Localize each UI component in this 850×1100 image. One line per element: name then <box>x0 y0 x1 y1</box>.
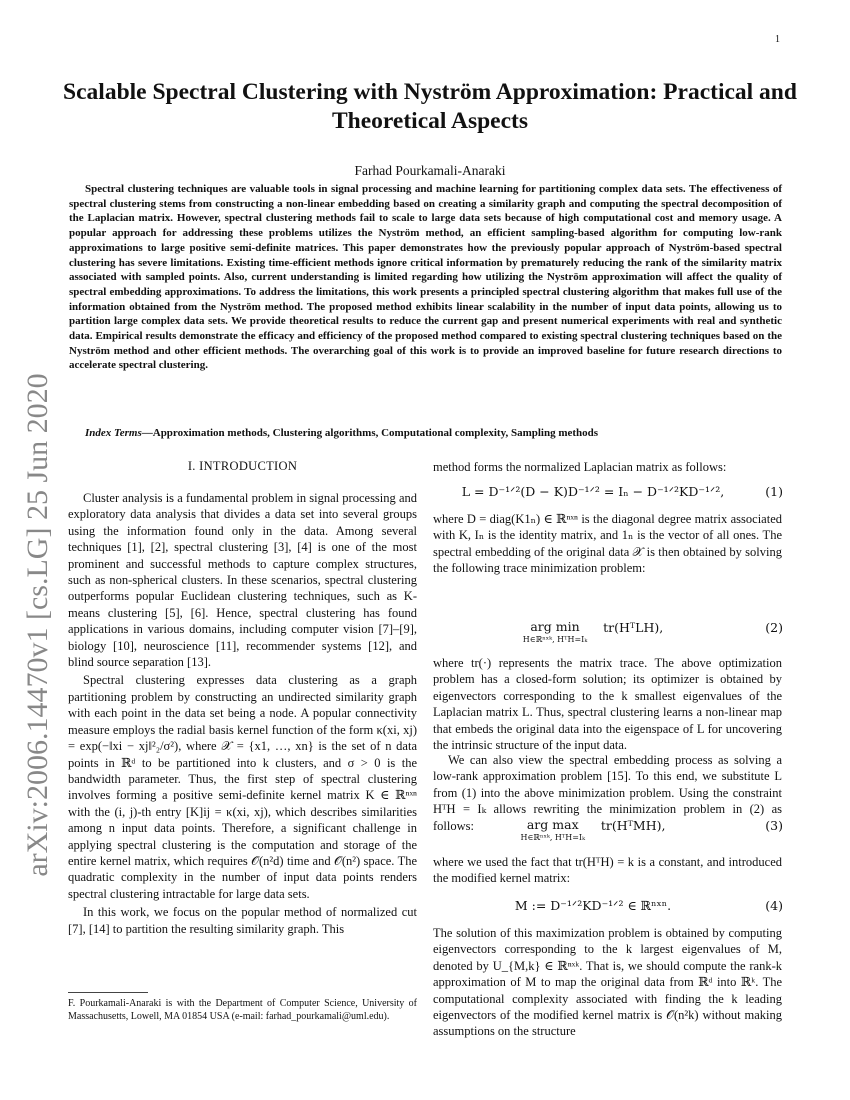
equation-body: L = D⁻¹ᐟ²(D − K)D⁻¹ᐟ² = Iₙ − D⁻¹ᐟ²KD⁻¹ᐟ², <box>461 484 725 499</box>
right-col-p1 <box>433 511 782 577</box>
equation-body: tr(HᵀLH), <box>603 620 664 635</box>
equation-number: (3) <box>765 818 783 833</box>
footnote-rule <box>68 992 148 993</box>
right-col-p5 <box>433 925 782 1040</box>
equation-4 <box>433 898 783 920</box>
equation-body: M := D⁻¹ᐟ²KD⁻¹ᐟ² ∈ ℝⁿˣⁿ. <box>514 898 672 913</box>
paragraph: where tr(·) represents the matrix trace. The above optimization problem has a closed-form solution; its optimizer is obtained by eigenvectors corresponding to the k smallest eigenvalues of the Laplacian matrix L. Thus, spectral clustering learns a non-linear map that embeds the original data into the eigenspace of L for uncovering the intrinsic structure of the input data. <box>433 656 782 753</box>
index-terms-label: Index Terms <box>85 427 142 439</box>
paragraph: Cluster analysis is a fundamental problem in signal processing and exploratory data analysis that divides a data set into several groups using the information found only in the data. Among several techniques [1], [2], spectral clustering [3], [4] is one of the most prominent and successful methods to capture complex structures, such as non-spherical clusters. In these scenarios, spectral clustering outperforms popular Euclidean clustering techniques, such as K-means clustering [5], [6]. Hence, spectral clustering has found applications in various domains, including computer vision [7]–[9], biology [10], neuroscience [11], recommender systems [12], and blind source separation [13]. <box>68 491 417 670</box>
paper-title: Scalable Spectral Clustering with Nyström Approximation: Practical and Theoretical Aspects <box>63 79 797 134</box>
index-terms-text: —Approximation methods, Clustering algorithms, Computational complexity, Sampling methods <box>141 427 599 439</box>
equation-number: (4) <box>765 898 783 913</box>
paragraph: method forms the normalized Laplacian matrix as follows: <box>433 460 727 474</box>
paragraph: In this work, we focus on the popular method of normalized cut [7], [14] to partition the resulting similarity graph. This <box>68 905 417 936</box>
equation-number: (2) <box>765 620 783 635</box>
right-col-p2 <box>433 655 782 753</box>
author: Farhad Pourkamali-Anaraki <box>354 163 506 178</box>
page-number: 1 <box>775 34 780 45</box>
paragraph: Spectral clustering expresses data clustering as a graph partitioning problem by constructing an undirected similarity graph with each point in the data set being a node. A popular connectivity measure employs the radial basis kernel function of the form κ(xi, xj) = exp(−‖xi − xj‖²₂/σ²), where 𝒳 = {x1, …, xn} is the set of n data points in ℝᵈ to be partitioned into k clusters, and σ > 0 is the bandwidth parameter. Thus, the first step of spectral clustering involves forming a positive semi-definite kernel matrix K ∈ ℝⁿˣⁿ with the (i, j)-th entry [K]ij = κ(xi, xj), which describes similarities among n input data points. Therefore, a significant challenge in applying spectral clustering is the computation and storage of the entire kernel matrix, which requires 𝒪(n²d) time and 𝒪(n²) space. The quadratic complexity in the number of input data points renders spectral clustering intractable for large data sets. <box>68 673 417 901</box>
index-terms <box>69 427 782 439</box>
equation-number: (1) <box>765 484 783 499</box>
left-column <box>68 490 417 937</box>
paragraph: The solution of this maximization problem is obtained by computing eigenvectors corresponding to the k largest eigenvalues of M, denoted by U_{M,k} ∈ ℝⁿˣᵏ. That is, we should compute the rank-k approximation of M to map the original data from ℝᵈ into ℝᵏ. The computational complexity associated with finding the k leading eigenvectors of the modified kernel matrix is 𝒪(n²k) without making assumptions on the structure <box>433 926 782 1039</box>
argmax-operator: arg max H∈ℝⁿˣᵏ, HᵀH=Iₖ <box>520 817 585 842</box>
equation-2 <box>433 620 783 652</box>
paragraph: We can also view the spectral embedding process as solving a low-rank approximation problem [15]. To this end, we substitute L from (1) into the above minimization problem. Using the constraint HᵀH = Iₖ allows rewriting the minimization problem in (2) as follows: <box>433 753 782 833</box>
paragraph: where D = diag(K1ₙ) ∈ ℝⁿˣⁿ is the diagonal degree matrix associated with K, Iₙ is the identity matrix, and 1ₙ is the vector of all ones. The spectral embedding of the original data 𝒳 is then obtained by solving the following trace minimization problem: <box>433 512 782 576</box>
section-heading: I. INTRODUCTION <box>187 459 298 473</box>
paragraph: where we used the fact that tr(HᵀH) = k is a constant, and introduced the modified kernel matrix: <box>433 855 782 886</box>
argmin-operator: arg min H∈ℝⁿˣᵏ, HᵀH=Iₖ <box>522 619 588 644</box>
footnote: F. Pourkamali-Anaraki is with the Department of Computer Science, University of Massachusetts, Lowell, MA 01854 USA (e-mail: farhad_pourkamali@uml.edu). <box>68 998 417 1022</box>
equation-body: tr(HᵀMH), <box>600 818 666 833</box>
right-col-p4 <box>433 854 782 887</box>
equation-1 <box>433 484 783 506</box>
right-col-intro <box>433 459 782 475</box>
equation-3 <box>433 818 783 850</box>
abstract: Spectral clustering techniques are valuable tools in signal processing and machine learning for partitioning complex data sets. The effectiveness of spectral clustering stems from constructing a non-linear embedding based on creating a similarity graph and computing the spectral decomposition of the Laplacian matrix. However, spectral clustering methods fail to scale to large data sets because of high computational cost and memory usage. A popular approach for addressing these problems utilizes the Nyström method, an efficient sampling-based algorithm for computing low-rank approximations to large positive semi-definite matrices. This paper demonstrates how the previously popular approach of Nyström-based spectral clustering has severe limitations. Existing time-efficient methods ignore critical information by prematurely reducing the rank of the similarity matrix associated with sampled points. Also, current understanding is limited regarding how utilizing the Nyström approximation will affect the quality of spectral embedding approximations. To address the limitations, this work presents a principled spectral clustering algorithm that makes full use of the information obtained from the Nyström method. The proposed method exhibits linear scalability in the number of input data points, allowing us to partition large complex data sets. We provide theoretical results to reduce the current gap and present numerical experiments with real and synthetic data. Empirical results demonstrate the efficacy and efficiency of the proposed method compared to existing spectral clustering techniques based on the Nyström method and other efficient methods. The overarching goal of this work is to provide an improved baseline for future research directions to accelerate spectral clustering. <box>69 183 782 372</box>
